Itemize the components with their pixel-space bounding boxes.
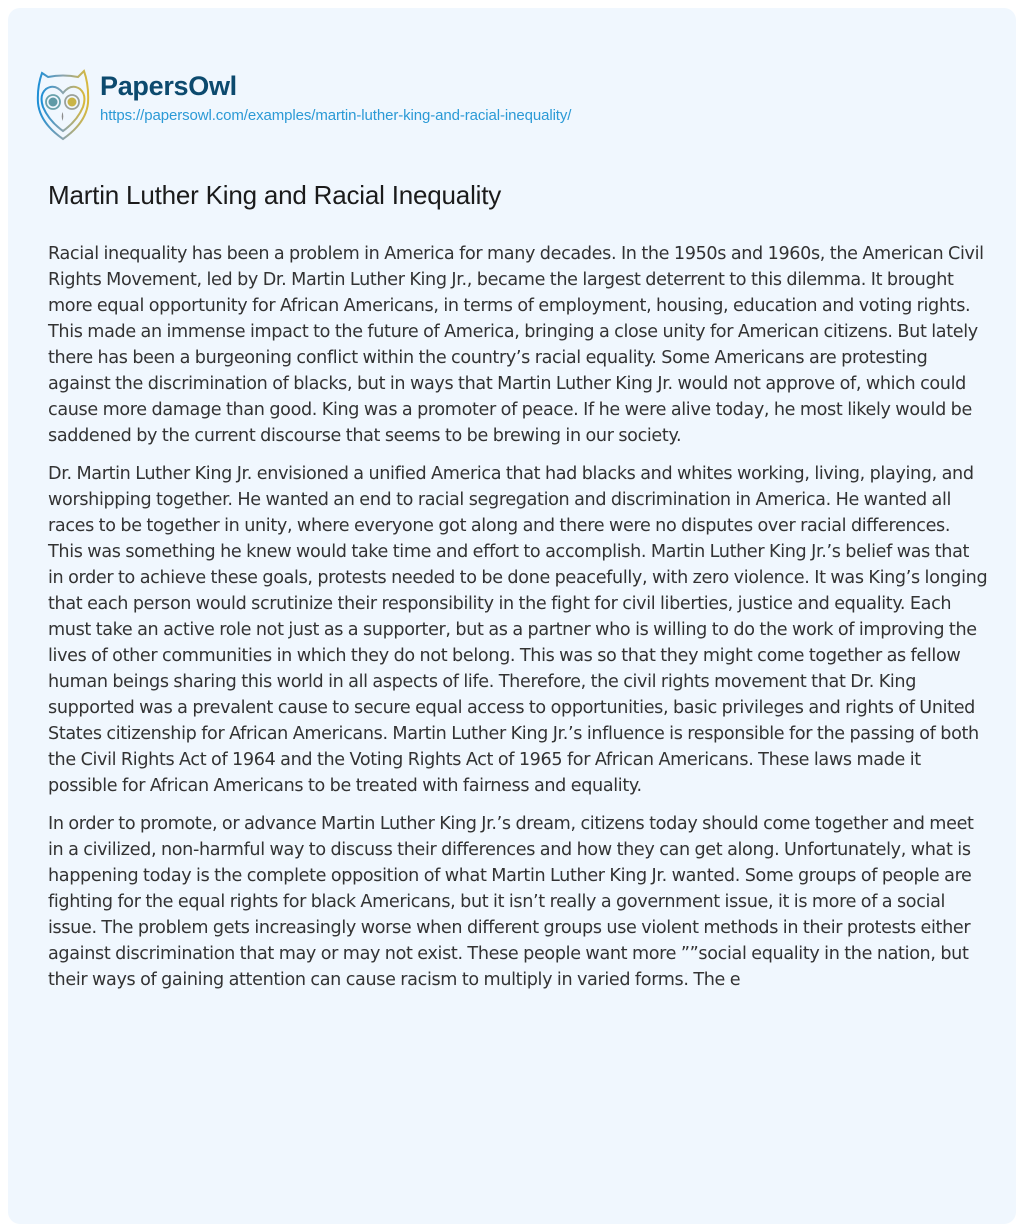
brand-block xyxy=(100,63,571,126)
document-card xyxy=(8,8,1016,1224)
paragraph: In order to promote, or advance Martin Luther King Jr.’s dream, citizens today should come together and meet in a civilized, non-harmful way to discuss their differences and how they can get along. Unfortunately, what is happening today is the complete opposition of what Martin Luther King Jr. wanted. Some groups of people are fighting for the equal rights for black Americans, but it isn’t really a government issue, it is more of a social issue. The problem gets increasingly worse when different groups use violent methods in their protests either against discrimination that may or may not exist. These people want more ””social equality in the nation, but their ways of gaining attention can cause racism to multiply in varied forms. The e xyxy=(48,814,974,990)
essay-body xyxy=(48,241,988,1005)
paragraph: Racial inequality has been a problem in America for many decades. In the 1950s and 1960s, the American Civil Rights Movement, led by Dr. Martin Luther King Jr., became the largest deterrent to this dilemma. It brought more equal opportunity for African Americans, in terms of employment, housing, education and voting rights. This made an immense impact to the future of America, bringing a close unity for American citizens. But lately there has been a burgeoning conflict within the country’s racial equality. Some Americans are protesting against the discrimination of blacks, but in ways that Martin Luther King Jr. would not approve of, which could cause more damage than good. King was a promoter of peace. If he were alive today, he most likely would be saddened by the current discourse that seems to be brewing in our society. xyxy=(48,244,984,446)
owl-logo-icon[interactable] xyxy=(35,65,91,141)
page-title: Martin Luther King and Racial Inequality xyxy=(48,180,502,210)
source-url-link[interactable]: https://papersowl.com/examples/martin-luther-king-and-racial-inequality/ xyxy=(100,107,572,124)
brand-name[interactable]: PapersOwl xyxy=(100,71,237,101)
site-header xyxy=(35,63,571,143)
paragraph: Dr. Martin Luther King Jr. envisioned a unified America that had blacks and whites working, living, playing, and worshipping together. He wanted an end to racial segregation and discrimination in America. He wanted all races to be together in unity, where everyone got along and there were no disputes over racial differences. This was something he knew would take time and effort to accomplish. Martin Luther King Jr.’s belief was that in order to achieve these goals, protests needed to be done peacefully, with zero violence. It was King’s longing that each person would scrutinize their responsibility in the fight for civil liberties, justice and equality. Each must take an active role not just as a supporter, but as a partner who is willing to do the work of improving the lives of other communities in which they do not belong. This was so that they might come together as fellow human beings sharing this world in all aspects of life. Therefore, the civil rights movement that Dr. King supported was a prevalent cause to secure equal access to opportunities, basic privileges and rights of United States citizenship for African Americans. Martin Luther King Jr.’s influence is responsible for the passing of both the Civil Rights Act of 1964 and the Voting Rights Act of 1965 for African Americans. These laws made it possible for African Americans to be treated with fairness and equality. xyxy=(48,464,988,796)
